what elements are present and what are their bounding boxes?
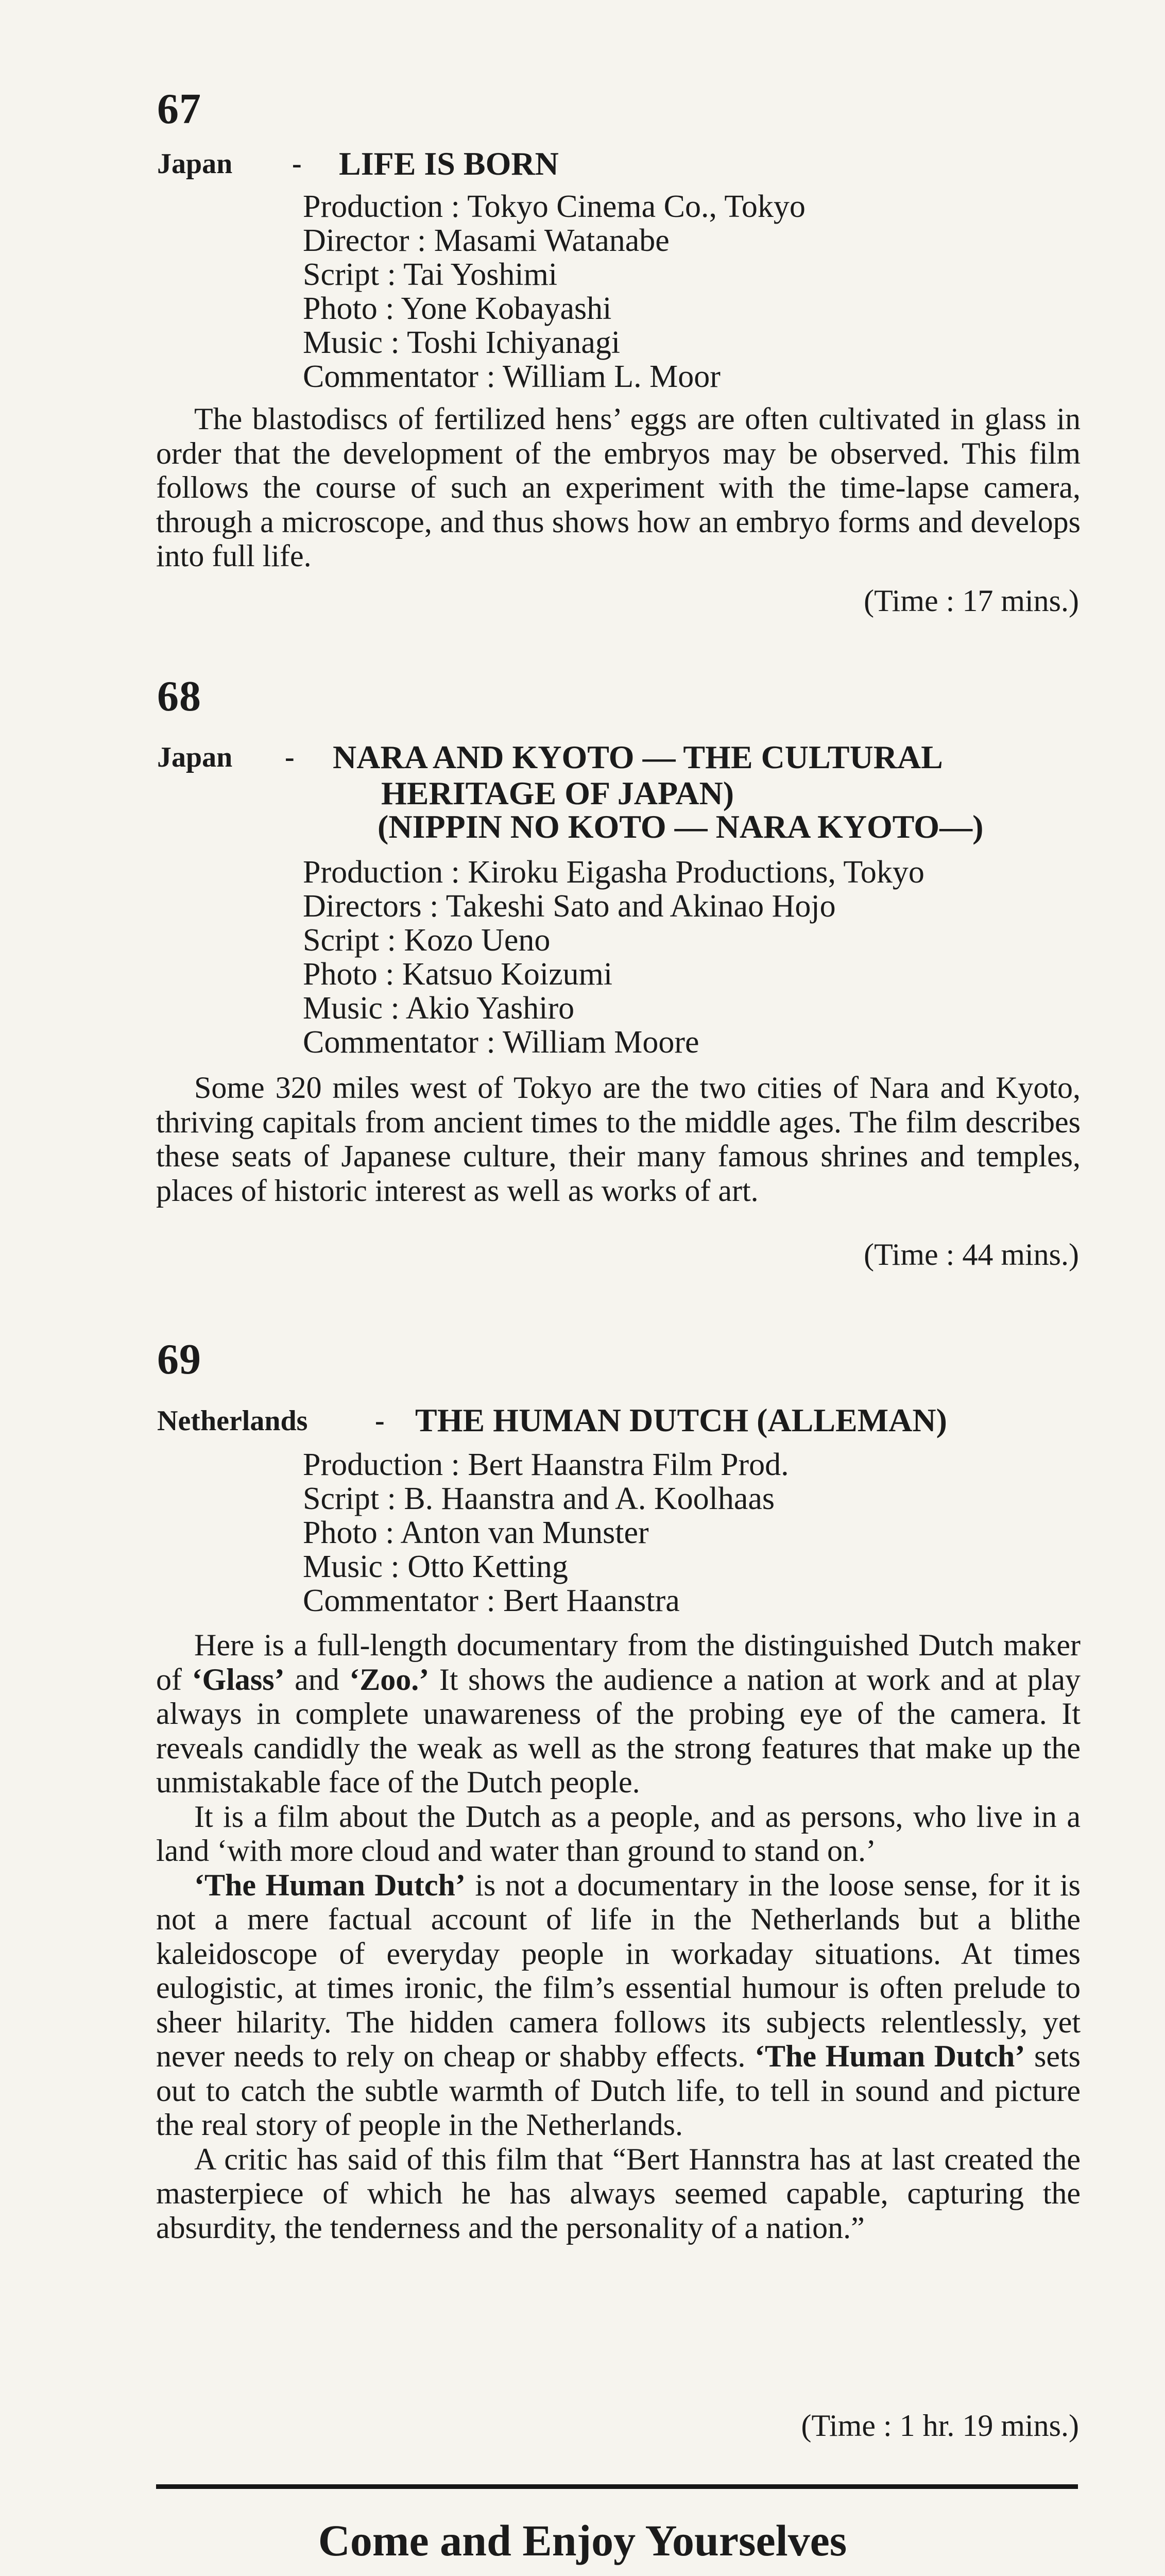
credit-line: Directors : Takeshi Sato and Akinao Hojo	[303, 889, 836, 924]
description-paragraph: It is a film about the Dutch as a people, and as persons, who live in a land ‘with more cloud and water than ground to stand on.’	[156, 1799, 1081, 1868]
entry-number: 68	[157, 672, 201, 720]
top-rule	[156, 2484, 1078, 2489]
text-run: Here is a full-length documentary from the distinguished Dutch maker of	[156, 1628, 1081, 1697]
credit-line: Music : Toshi Ichiyanagi	[303, 325, 621, 360]
entry-credits	[303, 855, 924, 1059]
credit-line: Music : Otto Ketting	[303, 1549, 568, 1584]
entry-title-line: HERITAGE OF JAPAN)	[381, 775, 734, 811]
entry-country: Japan	[157, 741, 233, 773]
entry-country: Japan	[157, 148, 233, 180]
credit-line: Script : B. Haanstra and A. Koolhaas	[303, 1481, 775, 1516]
text-run: is not a documentary in the loose sense, for it is not a mere factual account of life in the Netherlands but a blithe kaleidoscope of everyday people in workaday situations. At times eulogistic, at times ironic, the film’s essential humour is often prelude to sheer hilarity. The hidden camera follows its subjects relentlessly, yet never needs to rely on cheap or shabby effects.	[156, 1868, 1081, 2073]
entry-time: (Time : 1 hr. 19 mins.)	[801, 2409, 1079, 2443]
credit-line: Production : Kiroku Eigasha Productions, Tokyo	[303, 855, 924, 890]
entry-description	[156, 1071, 1081, 1208]
entry-description	[156, 1628, 1081, 2245]
entry-title-line: NARA AND KYOTO — THE CULTURAL	[333, 739, 943, 775]
credit-line: Commentator : William L. Moor	[303, 359, 721, 394]
text-run: It shows the audience a nation at work and at play always in complete unawareness of the probing eye of the camera. It reveals candidly the weak as well as the strong features that make up the unmistakable face of the Dutch people.	[156, 1662, 1081, 1799]
film-title-reference: ‘The Human Dutch’	[755, 2039, 1025, 2073]
credit-line: Commentator : William Moore	[303, 1025, 699, 1060]
entry-time: (Time : 17 mins.)	[864, 584, 1079, 618]
club-heading: Come and Enjoy Yourselves	[318, 2516, 847, 2565]
film-title-reference: ‘The Human Dutch’	[194, 1868, 466, 1902]
credit-line: Photo : Yone Kobayashi	[303, 291, 612, 326]
film-reference-glass: ‘Glass’	[192, 1662, 285, 1697]
entry-credits	[303, 1448, 789, 1618]
entry-number: 67	[157, 85, 201, 133]
credit-line: Director : Masami Watanabe	[303, 223, 670, 258]
credit-line: Script : Kozo Ueno	[303, 923, 551, 958]
entry-number: 69	[157, 1335, 201, 1383]
entry-dash: -	[375, 1405, 385, 1437]
description-paragraph: A critic has said of this film that “Bert Hannstra has at last created the masterpiece of which he has always seemed capable, capturing the absurdity, the tenderness and the personality of a nation.”	[156, 2142, 1081, 2245]
film-reference-zoo: ‘Zoo.’	[349, 1662, 430, 1697]
entry-description	[156, 402, 1081, 573]
description-paragraph	[156, 1628, 1081, 1800]
credit-line: Photo : Anton van Munster	[303, 1515, 649, 1550]
entry-title-line: (NIPPIN NO KOTO — NARA KYOTO—)	[378, 808, 984, 845]
text-run: sets out to catch the subtle warmth of Dutch life, to tell in sound and picture the real story of people in the Netherlands.	[156, 2039, 1081, 2142]
credit-line: Production : Bert Haanstra Film Prod.	[303, 1447, 789, 1482]
entry-title: THE HUMAN DUTCH (ALLEMAN)	[415, 1402, 947, 1438]
credit-line: Commentator : Bert Haanstra	[303, 1583, 680, 1618]
entry-credits	[303, 190, 806, 394]
entry-dash: -	[285, 741, 295, 773]
description-paragraph: Some 320 miles west of Tokyo are the two cities of Nara and Kyoto, thriving capitals from ancient times to the middle ages. The film describes these seats of Japanese culture, their many famous shrines and temples, places of historic interest as well as works of art.	[156, 1071, 1081, 1208]
credit-line: Music : Akio Yashiro	[303, 991, 575, 1026]
description-paragraph: The blastodiscs of fertilized hens’ eggs are often cultivated in glass in order that the development of the embryos may be observed. This film follows the course of such an experiment with the time-lapse camera, through a microscope, and thus shows how an embryo forms and develops into full life.	[156, 402, 1081, 573]
text-run: and	[284, 1662, 350, 1697]
entry-title: LIFE IS BORN	[339, 145, 559, 182]
credit-line: Photo : Katsuo Koizumi	[303, 957, 613, 992]
credit-line: Production : Tokyo Cinema Co., Tokyo	[303, 189, 806, 224]
entry-dash: -	[292, 148, 302, 180]
description-paragraph	[156, 1868, 1081, 2142]
entry-country: Netherlands	[157, 1405, 308, 1437]
credit-line: Script : Tai Yoshimi	[303, 257, 558, 292]
entry-time: (Time : 44 mins.)	[864, 1238, 1079, 1272]
